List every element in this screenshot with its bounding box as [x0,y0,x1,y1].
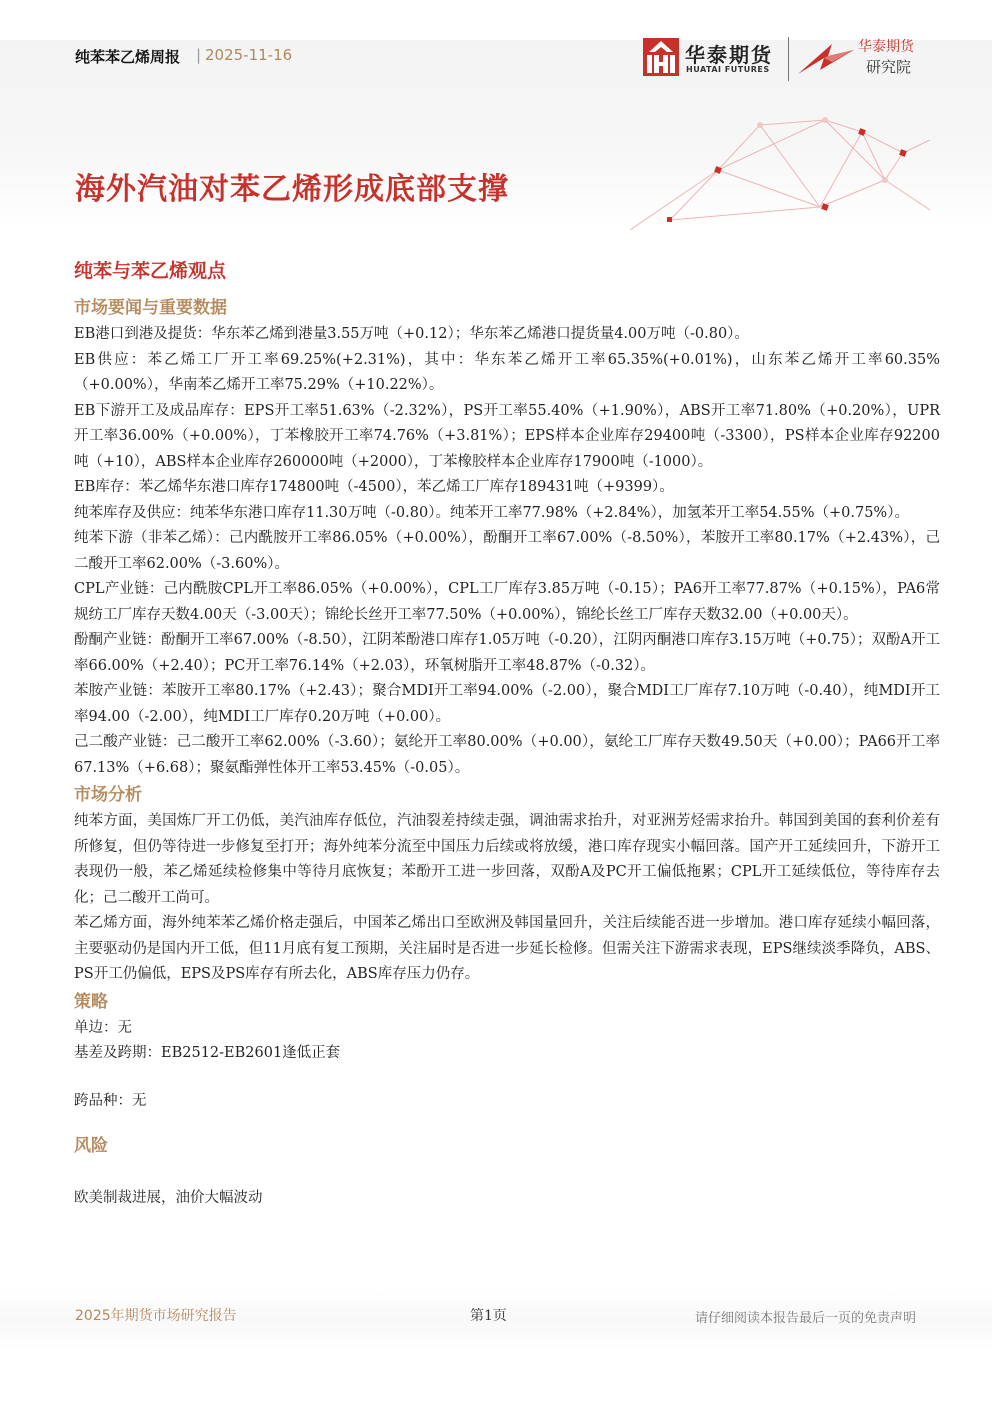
section-main-heading: 纯苯与苯乙烯观点 [74,260,227,282]
news-item: EB供应：苯乙烯工厂开工率69.25%(+2.31%)，其中：华东苯乙烯开工率65.35%(+0.01%)，山东苯乙烯开工率60.35%（+0.00%），华南苯乙烯开工率75.29%（+10.22%）。 [74,351,940,393]
huatai-logo-icon [643,38,679,76]
logo-en-text: HUATAI FUTURES [686,65,770,74]
logo-divider [788,37,789,81]
strategy-section [74,988,940,1115]
news-section [74,294,940,781]
report-name: 纯苯苯乙烯周报 [75,48,181,66]
research-institute-logo [798,36,928,82]
strategy-basis: 基差及跨期：EB2512-EB2601逢低正套 [74,1045,341,1061]
news-item: 苯胺产业链：苯胺开工率80.17%（+2.43）；聚合MDI开工率94.00%（-2.00），聚合MDI工厂库存7.10万吨（-0.40），纯MDI开工率94.00（-2.00），纯MDI工厂库存0.20万吨（+0.00）。 [74,683,940,725]
research-logo-icon [798,40,856,80]
news-item: 纯苯下游（非苯乙烯）：己内酰胺开工率86.05%（+0.00%），酚酮开工率67.00%（-8.50%），苯胺开工率80.17%（+2.43%），己二酸开工率62.00%（-3.60%）。 [74,530,940,572]
risk-text: 欧美制裁进展，油价大幅波动 [74,1190,263,1206]
network-decoration [600,80,930,230]
main-content [74,258,940,1212]
logo-cn-text: 华泰期货 [685,43,773,67]
research-logo-cn1: 华泰期货 [858,39,914,55]
strategy-cross: 跨品种：无 [74,1092,147,1109]
news-item: EB下游开工及成品库存：EPS开工率51.63%（-2.32%），PS开工率55.40%（+1.90%），ABS开工率71.80%（+0.20%），UPR开工率36.00%（+0.00%），丁苯橡胶开工率74.76%（+3.81%）；EPS样本企业库存29400吨（-3300），PS样本企业库存92200吨（+10），ABS样本企业库存260000吨（+2000），丁苯橡胶样本企业库存17900吨（-1000）。 [74,402,940,470]
footer-report-name: 2025年期货市场研究报告 [75,1308,237,1324]
analysis-heading: 市场分析 [74,785,142,805]
research-logo-cn2: 研究院 [866,58,912,76]
page-number: 第1页 [470,1308,507,1324]
news-heading: 市场要闻与重要数据 [74,298,227,318]
news-item: EB港口到港及提货：华东苯乙烯到港量3.55万吨（+0.12）；华东苯乙烯港口提货量4.00万吨（-0.80）。 [74,326,749,342]
news-item: 纯苯库存及供应：纯苯华东港口库存11.30万吨（-0.80）。纯苯开工率77.98%（+2.84%），加氢苯开工率54.55%（+0.75%）。 [74,504,909,521]
news-item: EB库存：苯乙烯华东港口库存174800吨（-4500），苯乙烯工厂库存189431吨（+9399）。 [74,479,674,495]
risk-section [74,1132,940,1212]
huatai-futures-logo [643,38,783,80]
risk-heading: 风险 [74,1136,108,1156]
page-header [0,0,992,230]
analysis-section [74,781,940,988]
header-separator: | [196,46,202,64]
news-item: 酚酮产业链：酚酮开工率67.00%（-8.50），江阴苯酚港口库存1.05万吨（-0.20），江阴丙酮港口库存3.15万吨（+0.75）；双酚A开工率66.00%（+2.40）；PC开工率76.14%（+2.03），环氧树脂开工率48.87%（-0.32）。 [74,632,940,674]
strategy-single: 单边：无 [74,1019,132,1036]
news-item: 己二酸产业链：己二酸开工率62.00%（-3.60）；氨纶开工率80.00%（+0.00），氨纶工厂库存天数49.50天（+0.00）；PA66开工率67.13%（+6.68）；聚氨酯弹性体开工率53.45%（-0.05）。 [74,734,940,776]
analysis-paragraph: 纯苯方面，美国炼厂开工仍低，美汽油库存低位，汽油裂差持续走强，调油需求抬升，对亚洲芳烃需求抬升。韩国到美国的套利价差有所修复，但仍等待进一步修复至打开；海外纯苯分流至中国压力后续或将放缓，港口库存现实小幅回落。国产开工延续回升，下游开工表现仍一般，苯乙烯延续检修集中等待月底恢复；苯酚开工进一步回落，双酚A及PC开工偏低拖累；CPL开工延续低位，等待库存去化；己二酸开工尚可。 [74,813,940,906]
page-title: 海外汽油对苯乙烯形成底部支撑 [75,172,509,207]
disclaimer-note: 请仔细阅读本报告最后一页的免责声明 [694,1311,916,1326]
analysis-paragraph: 苯乙烯方面，海外纯苯苯乙烯价格走强后，中国苯乙烯出口至欧洲及韩国量回升，关注后续能否进一步增加。港口库存延续小幅回落，主要驱动仍是国内开工低，但11月底有复工预期，关注届时是否进一步延长检修。但需关注下游需求表现，EPS继续淡季降负，ABS、PS开工仍偏低，EPS及PS库存有所去化，ABS库存压力仍存。 [74,915,940,982]
strategy-heading: 策略 [74,991,108,1012]
news-list [74,322,940,781]
report-date: 2025-11-16 [205,46,293,64]
news-item: CPL产业链：己内酰胺CPL开工率86.05%（+0.00%），CPL工厂库存3.85万吨（-0.15）；PA6开工率77.87%（+0.15%），PA6常规纺工厂库存天数4.00天（-3.00天）；锦纶长丝开工率77.50%（+0.00%），锦纶长丝工厂库存天数32.00（+0.00天）。 [74,581,940,623]
